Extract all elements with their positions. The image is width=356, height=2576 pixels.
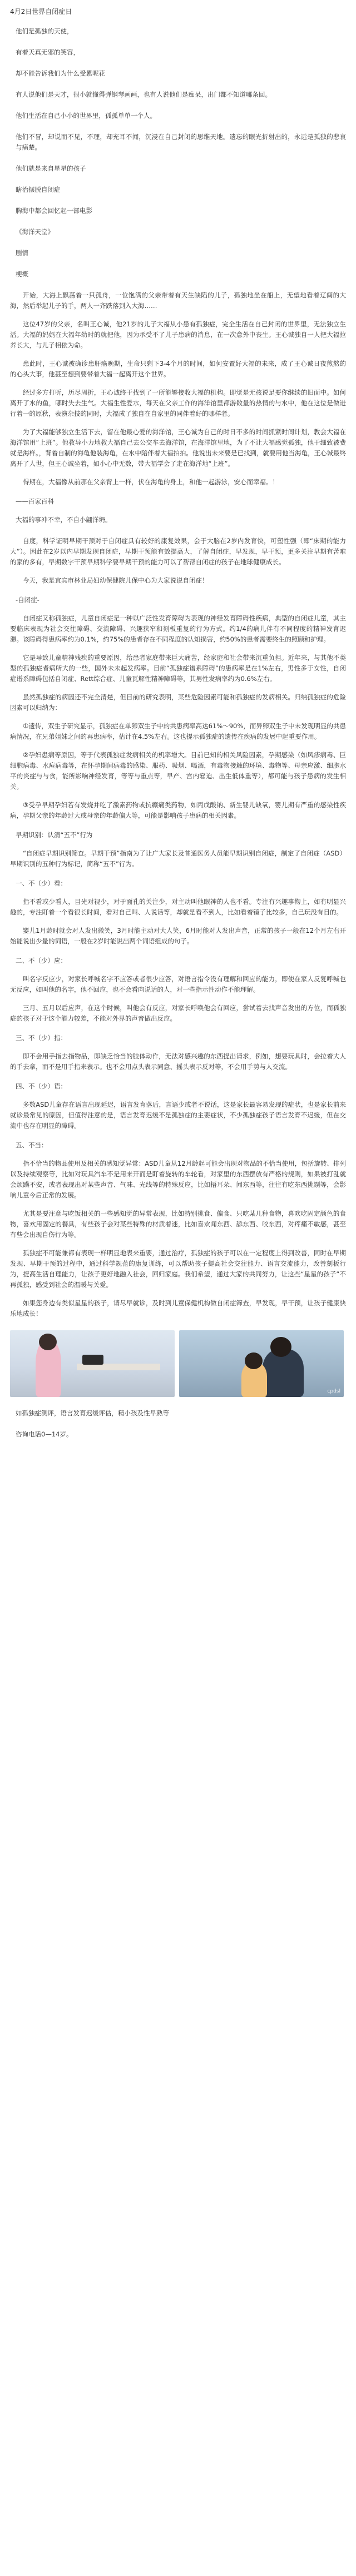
child-head	[245, 1352, 263, 1369]
story-section	[10, 290, 346, 507]
device-shape	[82, 1355, 103, 1365]
poem-line: 有着天真无邪的笑容，	[16, 48, 80, 56]
story-paragraph: 经过多方打听，历尽周折，王心诚终于找到了一所能够接收大福的机构。即觉是无孩说足要你继续的旧面中。如何离开了水的鱼，哪时失去生气。大福生性爱水，每天在父亲工作的海洋馆里都游数量的热情的与水中，他在这位是做进行着一的原秋，表演杂技的同时，大福成了独自在自家里的同伴着好的哪样者。	[10, 389, 346, 417]
footer-section	[10, 1408, 346, 1440]
poem-line: 梗概	[16, 270, 28, 278]
poem-line: 有人说他们是天才，很小就懂得弹钢琴画画，也有人说他们是痴呆，出门都不知道哪条回。	[16, 91, 271, 98]
poem-section	[10, 26, 346, 280]
early-signs-section	[10, 830, 346, 1319]
poem-line: 他们就是来自星星的孩子	[16, 165, 86, 172]
section-paragraph: 虽然孤独症的病因还不完全清楚，但目前的研究表明，某些危险因素可能和孤独症的发病相关。归纳孤独症的危险因素可以归纳为：	[10, 693, 346, 712]
poem-line: 《海洋天堂》	[16, 228, 54, 236]
rule-text: 即不会用手指去指物品，即缺乏恰当的肢体动作，无法对感兴趣的东西提出请求，例如，想要玩具时，会拉着大人的手去拿，而不是用手指来表示。也不会用点头表示同意、摇头表示反对等，不会用手势与人交流。	[10, 1052, 346, 1071]
section-title: 早期识别：认清“五不”行为	[16, 831, 93, 839]
clinic-photo-1	[10, 1330, 175, 1397]
rule-heading: 四、不（少）语：	[16, 1082, 67, 1090]
rule-text: 指不看或少看人，目光对视少，对于面孔的关注少，对主动叫他眼神的人也不看。专注有兴趣事物上，如有明显兴趣的，专注盯着一个看很长时间，看对自己叫、人说话等，却就是看不到人，比如看着镜子比较多，自己玩没有目的。	[10, 898, 346, 916]
section-title: -自闭症-	[16, 596, 39, 604]
nurse-head	[39, 1334, 57, 1350]
rule-text: 三月、五月以后应声，在这个时候，叫他会有反应，对家长呼唤他会有回应，尝试着去找声音发出的方位，而孤独症的孩子对于这个能力较差，不能对外界的声音做出反应。	[10, 1004, 346, 1022]
footer-line: 咨询电话0—14岁。	[16, 1430, 73, 1438]
photo-watermark: cpdsl	[327, 1389, 340, 1394]
rule-text: 叫名字反应少，对家长呼喊名字不应答或者很少应答，对语言指令没有理解和回应的能力，即使在家人反复呼喊也无反应，如叫他的名字，他不回应，也不会看向说话的人，对一些指示性动作不能理解。	[10, 975, 346, 993]
story-paragraph: 得期在，大福像从前那在父亲背上一样，伏在海龟的身上，和他一起游泳，安心而幸福。！	[23, 478, 279, 486]
story-paragraph: 开始，大海上飘荡着一只孤舟，一位饱满的父亲带着有天生缺陷的儿子，孤独地坐在船上，无望地看着辽阔的大海，然后举起儿子的手，两人一齐跌落到入大海……	[10, 291, 346, 310]
clinic-photo-2	[179, 1330, 344, 1397]
story-paragraph: 这位47岁的父亲，名叫王心诚，他21岁的儿子大福从小患有孤独症，完全生活在自己封闭的世界里，无法独立生活。大福的妈妈在大福年幼时的就把他，因为承受不了儿子患病的消息，在一次意外中丧生。王心诚独自一人把大福拉养长大，与儿子相依为命。	[10, 320, 346, 349]
section-paragraph: 自闭症又称孤独症，儿童自闭症是一种以广泛性发育障碍为表现的神经发育障碍性疾病，典型的自闭症儿童，其主要临床表现为社会交往障碍、交流障碍、兴趣狭窄和刻板重复的行为方式。约1/4的病儿伴有不同程度的精神发育迟滞。该障碍得患病率约为0.1%，约75%的患者存在不同程度的认知损害，约50%的患者需要终生的照顾和护理。	[10, 614, 346, 643]
rule-text: 尤其是要注意与吃饭相关的一些感知觉的异常表现，比如特别挑食、偏食、只吃某几种食物，喜欢吃固定颜色的食物，喜欢用固定的餐具，有些孩子会对某些特殊的材质着迷，比如喜欢闻东西、舔东西、咬东西，对疼痛不敏感，甚至有些会出现自伤行为等。	[10, 1210, 346, 1239]
rule-text: 婴儿1月龄时就会对人发出微笑，3月时能主动对大人笑，6月时能对人发出声音，正常的孩子一般在12个月左右开始能说出少量的词语，一般在2岁时能说出两个词语组成的句子。	[10, 927, 346, 945]
note-paragraph: 大福的事冲不幸，不自小翩洋坍。	[16, 516, 112, 524]
autism-section	[10, 595, 346, 821]
note-paragraph: 今天，我是宜宾市林业局妇幼保健院儿保中心为大家说说自闭症！	[23, 576, 209, 584]
poem-line: 胸海中都会回忆起一部电影	[16, 207, 92, 215]
rule-text: 多数ASD儿童存在语言出现延迟，语言发育落后，言语少或者不说话，这是家长最容易发现的症状，也是家长前来就诊最常见的原因，但值得注意的是，语言发育迟缓不是孤独症的主要症状，不少孤独症孩子语言发育不迟缓，但在交流中也存在明显的障碍。	[10, 1101, 346, 1130]
footer-line: 如孤独症测评，语言发育迟缓评估，精小孩及性早熟等	[16, 1409, 169, 1417]
notes-section	[10, 515, 346, 586]
rule-text: 指不恰当的物品使用及相关的感知觉异常：ASD儿童从12月龄起可能会出现对物品的不恰当使用，包括旋转、排列以及持续观察等，比如对玩具汽车不是用来开而是盯着旋转的车轮看，对家里的东西摆放有严格的规则，如果被打乱就会烦躁不安，或者表现出对某些声音、气味、光线等的特殊反应，比如捂耳朵、闻东西等，往往有吃东西挑剔等，会影响儿童今后正常的发展。	[10, 1160, 346, 1199]
note-paragraph: 自度，科学证明早期干预对于自闭症具有较好的康复效果，会于大脑在2岁内发育快，可塑性强（即“床期的能力大”）。因此在2岁以内早期发现自闭症，早期干预能有效提高大，了解自闭症，早发现，早干预，更多关注早期有苦难的家的多有，早期数字干预早期科学要早期干预的能力可以了帮帮自闭症的孩子在地球健康成长。	[10, 537, 346, 566]
parent-head	[270, 1337, 291, 1357]
poem-line: 他们是孤独的天使，	[16, 27, 73, 35]
rule-heading: 五、不当：	[16, 1141, 48, 1149]
poem-line: 瞎治摆脱自闭症	[16, 186, 61, 193]
section-paragraph: “自闭症早期识别筛查。早期干预”指南为了让广大家长及普通医务人员能早期识别自闭症，制定了自闭症（ASD）早期识别的五种行为标记，简称“五不”行为。	[10, 849, 346, 868]
rule-heading: 一、不（少）看：	[16, 879, 67, 887]
poem-line: 剧情	[16, 249, 28, 257]
rule-heading: 二、不（少）应：	[16, 957, 67, 964]
photo-row	[10, 1330, 346, 1397]
risk-item: ②孕妇患病等原因，等于代表孤独症发病相关的机率增大。目前已知的相关风险因素，孕期感染（如风疹病毒、巨细胞病毒、水痘病毒等，在怀孕期间病毒的感染、服药、吸烟、喝酒，有毒物接触的环境、毒物等、母亲应激、细胞水平的炎症与与食，能所影响神经发育，等等与重点等，早产、宫内窘迫、出生低体重等），都可能与孩子患病的发生相关。	[10, 751, 346, 790]
poem-line: 他们不冒，却说而不见，不理，却充耳不闻，沉浸在自己封闭的思维天地。遗忘的眼光折射出的，永远是孤独的悲哀与痛楚。	[16, 133, 346, 151]
poem-line: 他们生活在自己小小的世界里，孤孤单单一个人。	[16, 112, 156, 120]
risk-item: ①遗传，双生子研究显示，孤独症在单卵双生子中的共患病率高达61%～90%，而异卵双生子中未发现明显的共患病情况，在兄弟姐妹之间的再患病率，估计在4.5%左右。这也提示孤独症的遗传在疾病的发展中起重要作用。	[10, 722, 346, 740]
article-date: 4月2日世界自闭症日	[10, 8, 72, 16]
story-paragraph: 患此时，王心诚被确诊患肝癌晚期，生命只剩下3-4个月的时间，如何安置好大福的未来，成了王心诚日夜煎熬的的心头大事，他甚至想到要带着大福一起离开这个世界。	[10, 360, 346, 378]
section-paragraph: 它是导致儿童精神残疾的重要原因，给患者家庭带来巨大痛苦，经家庭和社会带来沉重负担。近年来，与其他不类型的孤独症者病所大的一些，国外未未起发病率。目前“孤独症谱系障碍”的患病率是在1%左右，男性多于女性，自闭症谱系障碍包括自闭症、Rett综合症、儿童瓦解性精神障碍等，其男性发病率约为0.6%左右。	[10, 654, 346, 683]
risk-item: ③受孕早期孕妇若有发烧并吃了激素药物或抗癫痫类药物，如丙戊酸钠、新生婴儿缺氧，婴儿期有严重的感染性疾病，孕期父亲的年龄过大或母亲的年龄偏大等，可能是影响孩子患病的相关因素。	[10, 801, 346, 819]
source-note: ——百家百科	[16, 498, 54, 505]
story-paragraph: 为了大福能够独立生活下去，留在他最心爱的海洋馆，王心诚为自己的时日不多的时间抓紧时间计划，教会大福在海洋馆用“上班”。他教导小力地教大福自己去公交车去海洋馆，在海洋馆里地，为了不让大福感觉孤独，他于细致被费就是海样。，背着自制的海龟他装海龟，在水中陪伴着大福拍拍。他说出未来要是已找到，就要用他当海龟，王心诚最终离开了人世，但王心诚坐着，如小心中无数，带大福学会了走在海洋地“上班”。	[10, 428, 346, 468]
closing-paragraph: 如果您身边有类似星星的孩子，请尽早就诊，及时到儿童保健机构做自闭症筛查，早发现，早干预，让孩子健康快乐地成长！	[10, 1299, 346, 1317]
rule-heading: 三、不（少）指：	[16, 1034, 67, 1042]
rule-text: 孤独症不可能兼都有表现一样明显地表来重要，通过治疗，孤独症的孩子可以在一定程度上得到改善，同时在早期发现、早期干预的过程中，通过科学规范的康复训练，可以帮助孩子提高社会交往能力、语言交流能力，改善刻板行为，提高生活自理能力，让孩子更好地融入社会，回归家庭。我们希望，通过大家的共同努力，让这些“星星的孩子”不再孤独，感受到社会的温暖与关爱。	[10, 1249, 346, 1289]
poem-line: 却不能告诉我们为什么受累呢花	[16, 69, 105, 77]
